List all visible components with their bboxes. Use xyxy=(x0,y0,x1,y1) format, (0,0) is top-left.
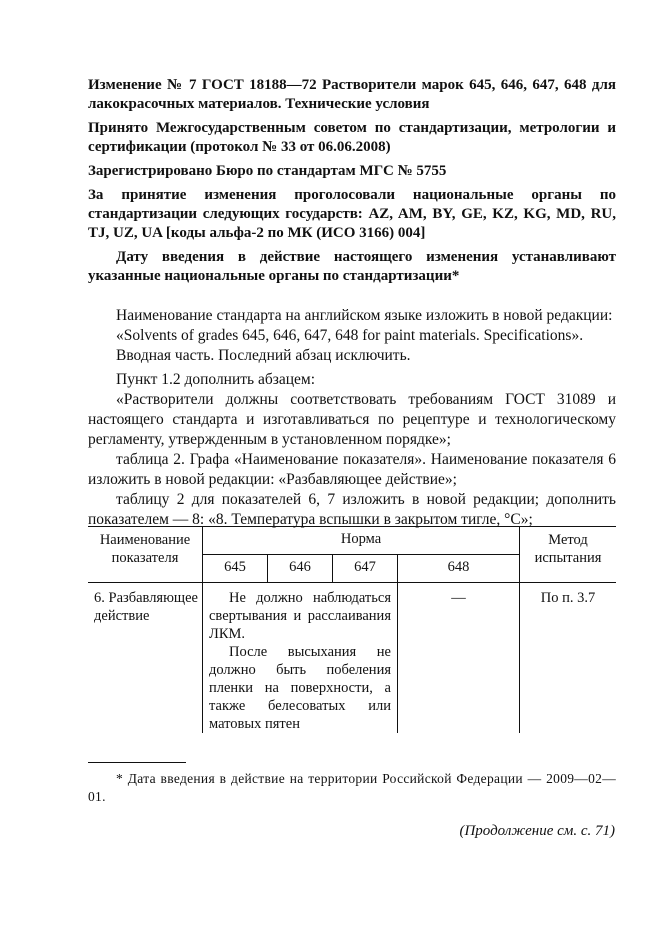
footnote: * Дата введения в действие на территории Российской Федерации — 2009—02—01. xyxy=(88,771,616,804)
column-header-method: Метод испытания xyxy=(520,527,617,583)
adopted-statement: Принято Межгосударственным советом по стандартизации, метрологии и сертификации (протокол № 33 от 06.06.2008) xyxy=(88,120,616,155)
clause-text: «Растворители должны соответствовать требованиям ГОСТ 31089 и настоящего стандарта и изготавливаться по рецептуре и технологическому регламенту, утвержденным в установленном порядке»; xyxy=(88,391,616,448)
effective-date-statement: Дату введения в действие настоящего изменения устанавливают указанные национальные органы по стандартизации* xyxy=(88,249,616,284)
amendment-title: Изменение № 7 ГОСТ 18188—72 Растворители марок 645, 646, 647, 648 для лакокрасочных материалов. Технические условия xyxy=(88,77,616,112)
clause-instruction: Пункт 1.2 дополнить абзацем: xyxy=(116,371,316,388)
indicator-norm-648: — xyxy=(451,590,466,606)
grade-645: 645 xyxy=(203,555,268,583)
grade-648: 648 xyxy=(398,555,520,583)
norm-text-2: После высыхания не должно быть побеления пленки на поверхности, а также белесоватых или матовых пятен xyxy=(209,644,391,732)
column-header-name: Наименование показателя xyxy=(88,527,203,583)
norm-table xyxy=(88,526,616,733)
document-page xyxy=(88,76,616,530)
norm-text-1: Не должно наблюдаться свертывания и расслаивания ЛКМ. xyxy=(209,590,391,642)
table-header-row xyxy=(88,527,616,555)
indicator-method: По п. 3.7 xyxy=(520,583,617,734)
grade-647: 647 xyxy=(333,555,398,583)
footnote-divider xyxy=(88,762,186,763)
registration-statement: Зарегистрировано Бюро по стандартам МГС № 5755 xyxy=(88,163,447,179)
table-row xyxy=(88,583,616,734)
continuation-note: (Продолжение см. с. 71) xyxy=(459,823,615,839)
grade-646: 646 xyxy=(268,555,333,583)
voting-statement: За принятие изменения проголосовали национальные органы по стандартизации следующих государств: AZ, AM, BY, GE, KZ, KG, MD, RU, TJ, UZ, UA [коды альфа-2 по МК (ИСО 3166) 004] xyxy=(88,187,616,241)
indicator-norm-645-647 xyxy=(203,583,398,734)
table-column-instruction: таблица 2. Графа «Наименование показателя». Наименование показателя 6 изложить в новой редакции: «Разбавляющее действие»; xyxy=(88,451,616,488)
english-title: «Solvents of grades 645, 646, 647, 648 for paint materials. Specifications». xyxy=(116,327,584,344)
english-title-instruction: Наименование стандарта на английском языке изложить в новой редакции: xyxy=(116,307,613,324)
column-header-norm: Норма xyxy=(203,527,520,555)
indicator-name: 6. Разбавляющее действие xyxy=(88,583,203,734)
table-rows-instruction: таблицу 2 для показателей 6, 7 изложить в новой редакции; дополнить показателем — 8: «8. Температура вспышки в закрытом тигле, °С»; xyxy=(88,491,616,528)
intro-instruction: Вводная часть. Последний абзац исключить. xyxy=(116,347,411,364)
